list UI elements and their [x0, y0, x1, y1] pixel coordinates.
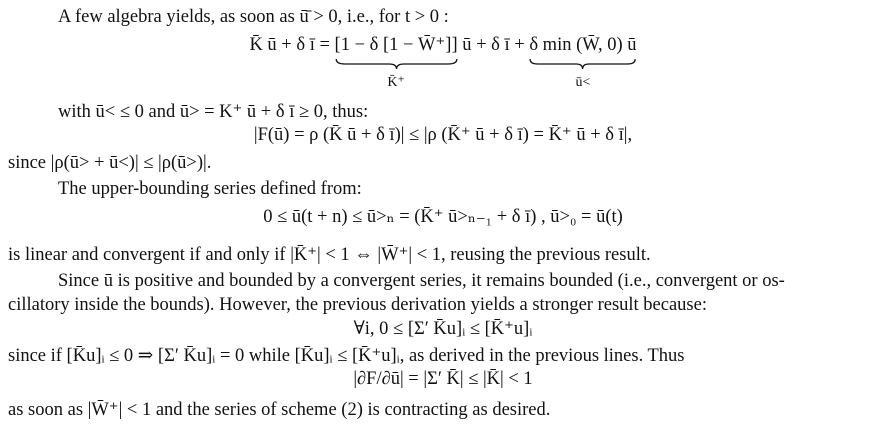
underbrace-uless: [529, 34, 637, 90]
eq-mid: ū + δ ī +: [457, 35, 530, 55]
underbrace-kplus: [334, 34, 458, 90]
eq-lhs: K̄ ū + δ ī =: [249, 35, 335, 55]
text-line-5: since |ρ(ū> + ū<)| ≤ |ρ(ū>)|.: [8, 153, 212, 173]
underbrace-kplus-label: K̄⁺: [387, 75, 405, 90]
equation-upper-bound-series: 0 ≤ ū(t + n) ≤ ū>ₙ = (K̄⁺ ū>ₙ₋₁ + δ ī) , ū>₀ = ū(t): [263, 207, 623, 227]
underbrace-shape: [335, 58, 458, 70]
underbrace-uless-label: ū<: [575, 75, 591, 90]
text-line-10: cillatory inside the bounds). However, the previous derivation yields a stronger result because:: [8, 295, 707, 315]
underbrace-kplus-expr: [1 − δ [1 − W̄⁺]]: [334, 35, 458, 55]
text-line-1: A few algebra yields, as soon as ū̄ > 0, i.e., for t > 0 :: [58, 7, 449, 27]
text-line-9: Since ū is positive and bounded by a convergent series, it remains bounded (i.e., convergent or os-: [58, 271, 785, 291]
text-line-3: with ū< ≤ 0 and ū> = K⁺ ū + δ ī ≥ 0, thus:: [58, 102, 369, 122]
text-line-12: since if [K̄u]ᵢ ≤ 0 ⇒ [Σ′ K̄u]ᵢ = 0 while [K̄u]ᵢ ≤ [K̄⁺u]ᵢ, as derived in the previous lines. Thus: [8, 346, 685, 366]
underbrace-uless-expr: δ min (W̄, 0) ū: [529, 35, 637, 55]
equation-forall: ∀i, 0 ≤ [Σ′ K̄u]ᵢ ≤ [K̄⁺u]ᵢ: [353, 319, 533, 339]
equation-decomposition: [0, 34, 886, 90]
equation-spectral-radius: |F(ū) = ρ (K̄ ū + δ ī)| ≤ |ρ (K̄⁺ ū + δ ī) = K̄⁺ ū + δ ī|,: [253, 125, 633, 145]
underbrace-shape: [529, 58, 636, 70]
text-line-8: is linear and convergent if and only if |K̄⁺| < 1 ⇔ |W̄⁺| < 1, reusing the previous result.: [8, 245, 651, 265]
equation-jacobian: |∂F/∂ū| = |Σ′ K̄| ≤ |K̄| < 1: [353, 369, 533, 389]
text-line-6: The upper-bounding series defined from:: [58, 179, 362, 199]
text-line-14: as soon as |W̄⁺| < 1 and the series of scheme (2) is contracting as desired.: [8, 400, 551, 420]
